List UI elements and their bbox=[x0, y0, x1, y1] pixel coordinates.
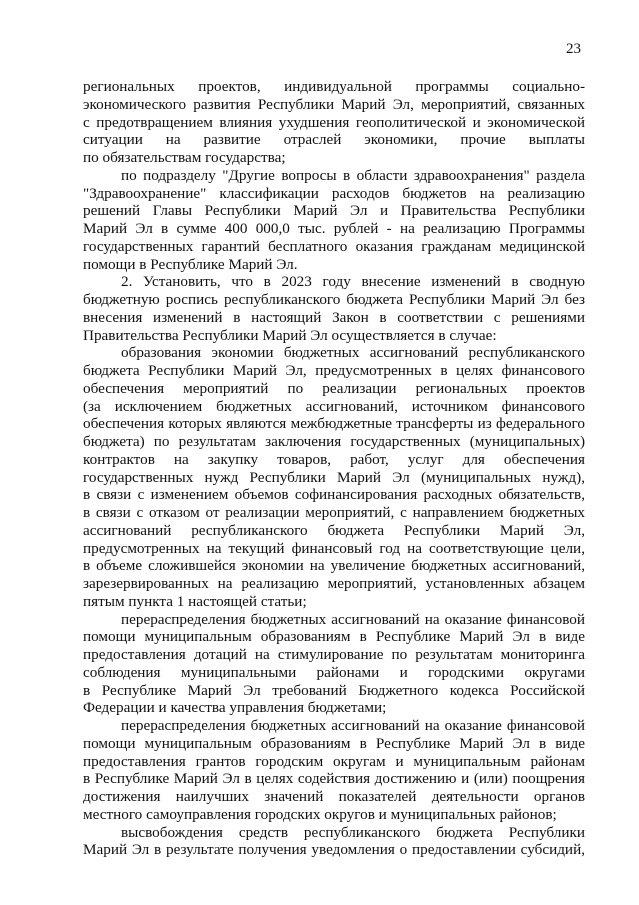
paragraph bbox=[83, 344, 585, 610]
text-line: перераспределения бюджетных ассигнований на оказание финансовой bbox=[121, 610, 585, 628]
text-line: ситуации на развитие отраслей экономики, прочие выплаты bbox=[83, 131, 585, 149]
text-line: помощи в Республике Марий Эл. bbox=[83, 255, 298, 273]
page-number: 23 bbox=[566, 41, 581, 57]
text-line: в связи с изменением объемов софинансирования расходных обязательств, bbox=[83, 486, 585, 504]
text-line: в Республике Марий Эл требований Бюджетного кодекса Российской bbox=[83, 681, 585, 699]
text-line: внесения изменений в настоящий Закон в соответствии с решениями bbox=[83, 308, 585, 326]
text-line: бюджетную роспись республиканского бюджета Республики Марий Эл без bbox=[83, 291, 585, 308]
text-line: пятым пункта 1 настоящей статьи; bbox=[83, 592, 307, 610]
text-line: перераспределения бюджетных ассигнований на оказание финансовой bbox=[121, 717, 585, 734]
paragraph bbox=[83, 717, 585, 824]
text-line: предоставления дотаций на стимулирование по результатам мониторинга bbox=[83, 646, 585, 663]
text-line: обеспечения которых являются межбюджетные трансферты из федерального bbox=[83, 415, 585, 433]
paragraph bbox=[83, 824, 585, 860]
text-line: в объеме сложившейся экономии на увеличение бюджетных ассигнований, bbox=[83, 557, 585, 575]
text-line: в Республике Марий Эл в целях содействия достижению и (или) поощрения bbox=[83, 770, 585, 788]
text-line: помощи муниципальным образованиям в Республике Марий Эл в виде bbox=[83, 628, 585, 646]
paragraph bbox=[83, 167, 585, 274]
paragraph bbox=[83, 273, 585, 344]
text-line: соблюдения муниципальными районами и городскими округами bbox=[83, 663, 585, 681]
text-line: по обязательствам государства; bbox=[83, 149, 286, 166]
text-line: высвобождения средств республиканского бюджета Республики bbox=[121, 823, 585, 841]
text-line: Правительства Республики Марий Эл осуществляется в случае: bbox=[83, 326, 497, 344]
text-line: образования экономии бюджетных ассигнований республиканского bbox=[121, 344, 585, 362]
text-line: экономического развития Республики Марий Эл, мероприятий, связанных bbox=[83, 95, 585, 113]
text-line: контрактов на закупку товаров, работ, услуг для обеспечения bbox=[83, 450, 585, 468]
text-line: обеспечения мероприятий по реализации региональных проектов bbox=[83, 379, 585, 397]
paragraph bbox=[83, 78, 585, 167]
text-line: зарезервированных на реализацию мероприятий, установленных абзацем bbox=[83, 575, 585, 592]
text-line: по подразделу "Другие вопросы в области здравоохранения" раздела bbox=[121, 166, 585, 184]
document-body bbox=[83, 78, 585, 859]
text-line: ассигнований республиканского бюджета Республики Марий Эл, bbox=[83, 521, 585, 539]
text-line: бюджета Республики Марий Эл, предусмотренных в целях финансового bbox=[83, 362, 585, 379]
text-line: в связи с отказом от реализации мероприятий, с направлением бюджетных bbox=[83, 504, 585, 521]
paragraph bbox=[83, 611, 585, 718]
text-line: предоставления грантов городским округам и муниципальным районам bbox=[83, 752, 585, 770]
text-line: государственных гарантий бесплатного оказания гражданам медицинской bbox=[83, 237, 585, 255]
text-line: государственных нужд Республики Марий Эл (муниципальных нужд), bbox=[83, 468, 585, 486]
text-line: Федерации и качества управления бюджетами; bbox=[83, 699, 387, 717]
text-line: предусмотренных на текущий финансовый год на соответствующие цели, bbox=[83, 539, 585, 557]
text-line: достижения наилучших значений показателей деятельности органов bbox=[83, 788, 585, 805]
text-line: (за исключением бюджетных ассигнований, источником финансового bbox=[83, 397, 585, 415]
text-line: местного самоуправления городских округов и муниципальных районов; bbox=[83, 805, 557, 823]
text-line: Марий Эл в результате получения уведомления о предоставлении субсидий, bbox=[83, 841, 585, 859]
text-line: с предотвращением влияния ухудшения геополитической и экономической bbox=[83, 113, 585, 131]
text-line: бюджета) по результатам заключения государственных (муниципальных) bbox=[83, 433, 585, 450]
text-line: решений Главы Республики Марий Эл и Правительства Республики bbox=[83, 202, 585, 220]
text-line: 2. Установить, что в 2023 году внесение изменений в сводную bbox=[121, 273, 585, 291]
text-line: "Здравоохранение" классификации расходов бюджетов на реализацию bbox=[83, 184, 585, 202]
text-line: Марий Эл в сумме 400 000,0 тыс. рублей - на реализацию Программы bbox=[83, 220, 585, 237]
text-line: помощи муниципальным образованиям в Республике Марий Эл в виде bbox=[83, 734, 585, 752]
text-line: региональных проектов, индивидуальной программы социально- bbox=[83, 78, 585, 95]
